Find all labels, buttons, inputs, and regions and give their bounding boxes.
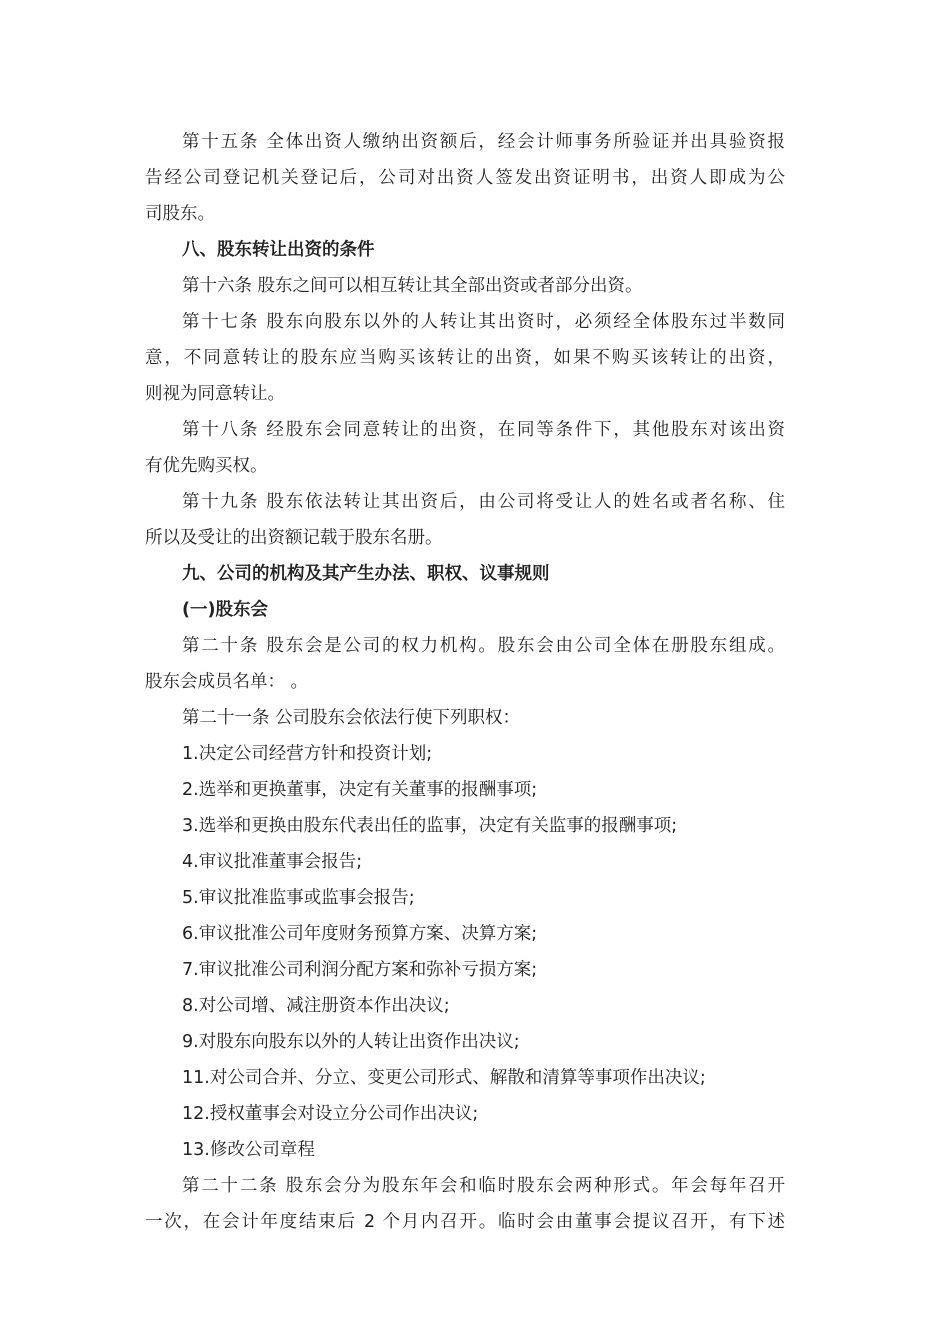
paragraph-line: 第十六条 股东之间可以相互转让其全部出资或者部分出资。 — [182, 276, 643, 296]
paragraph-line: 第二十一条 公司股东会依法行使下列职权： — [182, 708, 521, 728]
paragraph-line: 13.修改公司章程 — [182, 1140, 315, 1160]
paragraph-line: 告经公司登记机关登记后，公司对出资人签发出资证明书，出资人即成为公 — [145, 168, 785, 188]
paragraph-line: 1.决定公司经营方针和投资计划; — [182, 744, 433, 764]
paragraph-line: 有优先购买权。 — [145, 456, 268, 476]
paragraph-line: 5.审议批准监事或监事会报告; — [182, 888, 415, 908]
section-heading: (一)股东会 — [182, 600, 268, 620]
paragraph-line: 第十八条 经股东会同意转让的出资，在同等条件下，其他股东对该出资 — [182, 420, 785, 440]
section-heading: 九、公司的机构及其产生办法、职权、议事规则 — [182, 564, 550, 584]
paragraph-line: 8.对公司增、减注册资本作出决议; — [182, 996, 450, 1016]
paragraph-line: 11.对公司合并、分立、变更公司形式、解散和清算等事项作出决议; — [182, 1068, 706, 1088]
paragraph-line: 2.选举和更换董事，决定有关董事的报酬事项; — [182, 780, 538, 800]
paragraph-line: 9.对股东向股东以外的人转让出资作出决议; — [182, 1032, 520, 1052]
paragraph-line: 第二十条 股东会是公司的权力机构。股东会由公司全体在册股东组成。 — [182, 636, 785, 656]
paragraph-line: 4.审议批准董事会报告; — [182, 852, 363, 872]
document-body — [145, 124, 785, 1240]
paragraph-line: 第二十二条 股东会分为股东年会和临时股东会两种形式。年会每年召开 — [182, 1176, 785, 1196]
paragraph-line: 意，不同意转让的股东应当购买该转让的出资，如果不购买该转让的出资， — [145, 348, 785, 368]
paragraph-line: 则视为同意转让。 — [145, 384, 285, 404]
paragraph-line: 司股东。 — [145, 204, 215, 224]
paragraph-line: 第十五条 全体出资人缴纳出资额后，经会计师事务所验证并出具验资报 — [182, 132, 785, 152]
paragraph-line: 一次，在会计年度结束后 2 个月内召开。临时会由董事会提议召开，有下述 — [145, 1212, 785, 1232]
paragraph-line: 所以及受让的出资额记载于股东名册。 — [145, 528, 443, 548]
paragraph-line: 7.审议批准公司利润分配方案和弥补亏损方案; — [182, 960, 538, 980]
paragraph-line: 6.审议批准公司年度财务预算方案、决算方案; — [182, 924, 538, 944]
paragraph-line: 第十七条 股东向股东以外的人转让其出资时，必须经全体股东过半数同 — [182, 312, 785, 332]
section-heading: 八、股东转让出资的条件 — [182, 240, 375, 260]
paragraph-line: 股东会成员名单： 。 — [145, 672, 309, 692]
paragraph-line: 第十九条 股东依法转让其出资后，由公司将受让人的姓名或者名称、住 — [182, 492, 785, 512]
paragraph-line: 12.授权董事会对设立分公司作出决议; — [182, 1104, 479, 1124]
paragraph-line: 3.选举和更换由股东代表出任的监事，决定有关监事的报酬事项; — [182, 816, 678, 836]
